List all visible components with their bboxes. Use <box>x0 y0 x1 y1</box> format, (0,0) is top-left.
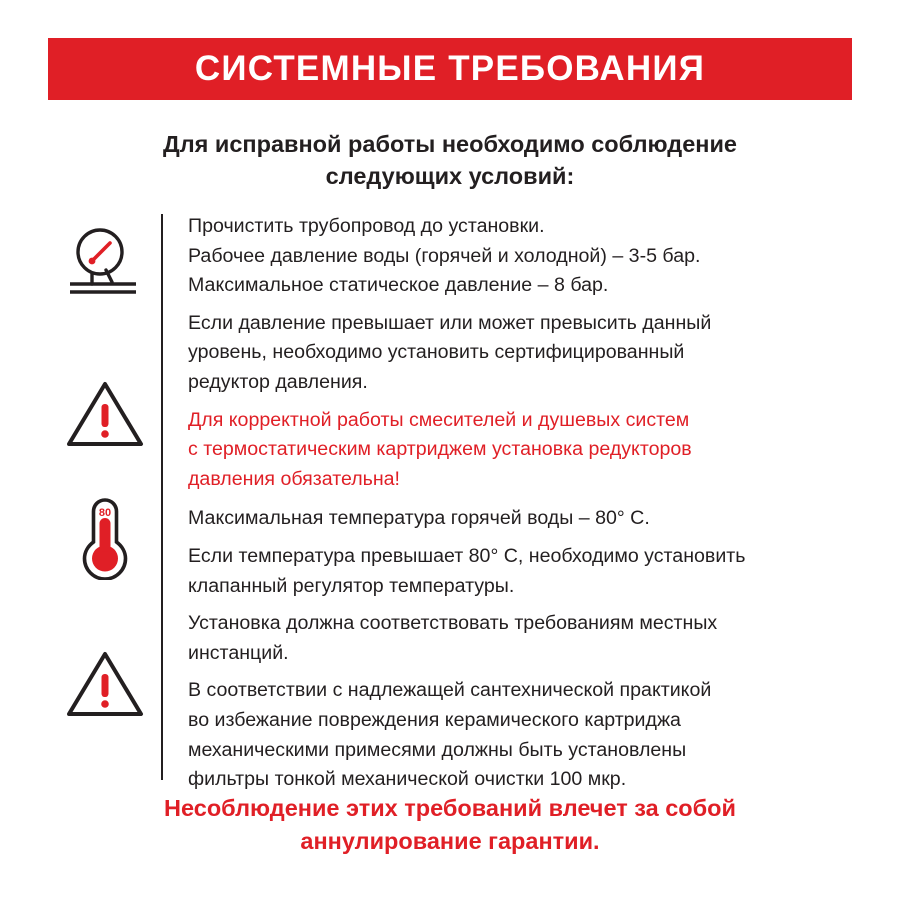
requirement-text: инстанций. <box>188 641 289 664</box>
requirement-text: Если температура превышает 80° С, необходимо установить <box>188 544 746 567</box>
requirement-text-red: давления обязательна! <box>188 467 400 490</box>
requirement-text: Установка должна соответствовать требованиям местных <box>188 612 718 635</box>
list-item <box>188 212 852 242</box>
requirement-text: во избежание повреждения керамического картриджа <box>188 708 681 731</box>
list-item <box>188 309 852 398</box>
list-item-highlighted <box>188 406 852 495</box>
warning-triangle-icon <box>62 372 148 458</box>
footer-line-1: Несоблюдение этих требований влечет за собой <box>164 795 736 821</box>
requirement-text: В соответствии с надлежащей сантехнической практикой <box>188 679 712 702</box>
spacer <box>188 494 852 504</box>
warning-triangle-icon-2 <box>62 642 148 728</box>
thermometer-value: 80 <box>98 507 112 519</box>
header-banner <box>48 38 852 100</box>
requirement-text: клапанный регулятор температуры. <box>188 574 515 597</box>
list-item <box>188 609 852 668</box>
list-item <box>188 542 852 601</box>
spacer <box>188 398 852 406</box>
pressure-gauge-icon <box>62 220 148 306</box>
list-item <box>188 271 852 301</box>
requirement-text: Максимальная температура горячей воды – 80° С. <box>188 507 650 530</box>
requirement-text: Если давление превышает или может превысить данный <box>188 311 712 334</box>
spacer <box>188 668 852 676</box>
spacer <box>188 301 852 309</box>
list-item <box>188 676 852 794</box>
page-title: СИСТЕМНЫЕ ТРЕБОВАНИЯ <box>194 49 706 88</box>
requirement-text: Прочистить трубопровод до установки. <box>188 215 545 237</box>
vertical-divider <box>161 214 163 780</box>
footer-warning <box>60 792 840 859</box>
subtitle <box>100 128 800 193</box>
requirement-text: Максимальное статическое давление – 8 бар. <box>188 274 609 297</box>
requirements-list <box>188 212 852 795</box>
requirement-text: механическими примесями должны быть установлены <box>188 738 687 761</box>
subtitle-line-2: следующих условий: <box>325 163 575 190</box>
requirement-text: Рабочее давление воды (горячей и холодной) – 3-5 бар. <box>188 244 701 267</box>
list-item <box>188 242 852 272</box>
requirement-text-red: Для корректной работы смесителей и душевых систем <box>188 408 690 431</box>
spacer <box>188 601 852 609</box>
requirements-content <box>48 212 852 791</box>
requirement-text: уровень, необходимо установить сертифицированный <box>188 341 685 364</box>
requirement-text: фильтры тонкой механической очистки 100 мкр. <box>188 768 627 791</box>
list-item <box>188 504 852 534</box>
thermometer-icon <box>62 494 148 580</box>
subtitle-line-1: Для исправной работы необходимо соблюдение <box>163 131 737 157</box>
icon-column <box>48 212 161 784</box>
footer-line-2: аннулирование гарантии. <box>300 828 600 855</box>
spacer <box>188 534 852 542</box>
requirement-text: редуктор давления. <box>188 370 368 393</box>
requirement-text-red: с термостатическим картриджем установка редукторов <box>188 438 692 461</box>
